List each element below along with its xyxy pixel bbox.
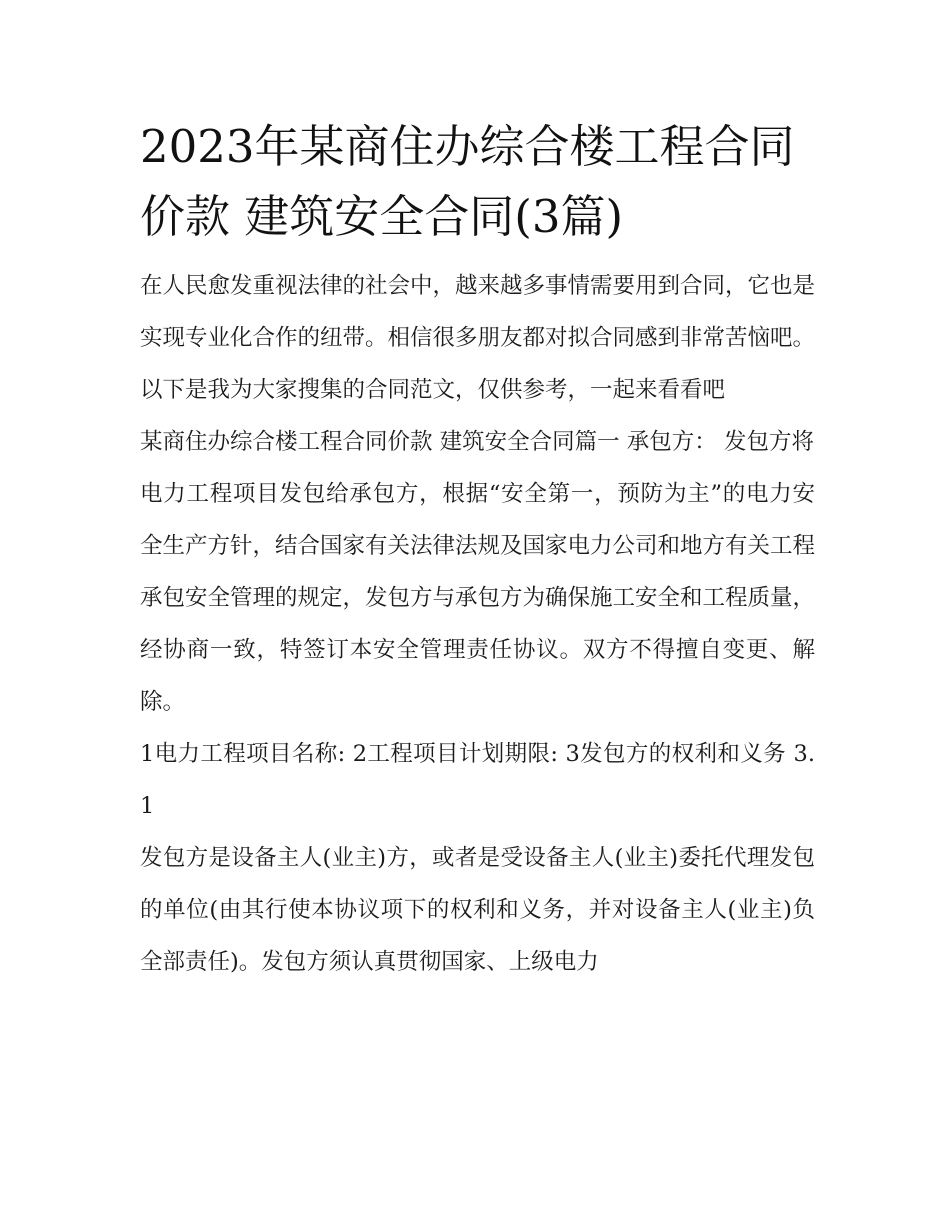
document-body [140,112,815,988]
employer-paragraph: 发包方是设备主人(业主)方，或者是受设备主人(业主)委托代理发包的单位(由其行使本协议项下的权利和义务，并对设备主人(业主)负全部责任)。发包方须认真贯彻国家、上级电力 [140,845,815,975]
clause-list-paragraph: 1电力工程项目名称: 2工程项目计划期限: 3发包方的权利和义务 3.1 [140,741,815,819]
project-paragraph: 电力工程项目发包给承包方，根据“安全第一，预防为主”的电力安全生产方针，结合国家有关法律法规及国家电力公司和地方有关工程承包安全管理的规定，发包方与承包方为确保施工安全和工程质量，经协商一致，特签订本安全管理责任协议。双方不得擅自变更、解除。 [140,481,816,715]
section-heading-paragraph: 某商住办综合楼工程合同价款 建筑安全合同篇一 承包方： 发包方将 [140,429,814,455]
intro-paragraph: 在人民愈发重视法律的社会中，越来越多事情需要用到合同，它也是实现专业化合作的纽带。相信很多朋友都对拟合同感到非常苦恼吧。以下是我为大家搜集的合同范文，仅供参考，一起来看看吧 [140,273,816,403]
document-title: 2023年某商住办综合楼工程合同价款 建筑安全合同(3篇) [140,120,795,243]
